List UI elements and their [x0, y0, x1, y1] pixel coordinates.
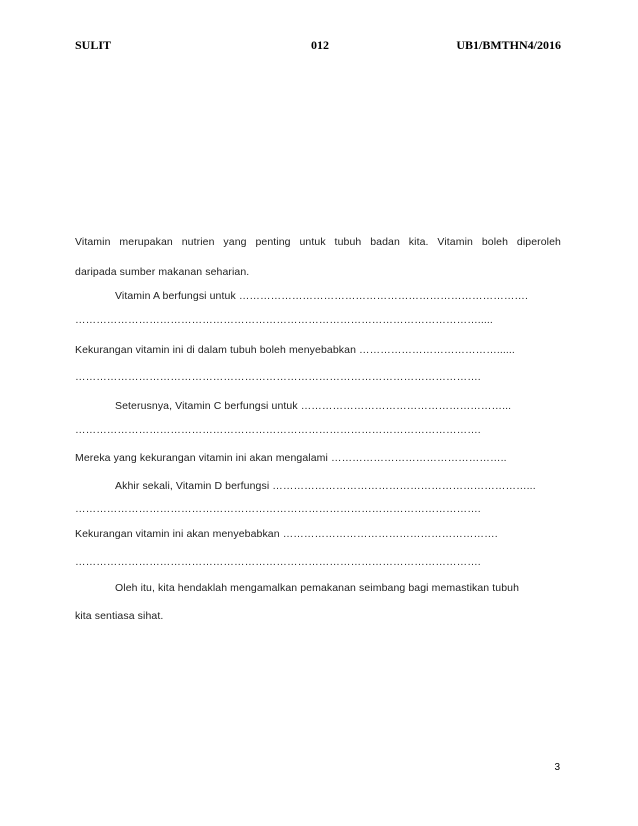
page-number: 3 — [554, 762, 560, 773]
dotted-blank-line: ……………………………………………………………………………………………………. — [75, 371, 481, 383]
text-line-vitamin-a-deficiency: Kekurangan vitamin ini di dalam tubuh boleh menyebabkan …………………………………...... — [75, 344, 515, 356]
header-code: 012 — [311, 38, 329, 52]
text-line-food-source: daripada sumber makanan seharian. — [75, 266, 250, 278]
text-line-vitamin-intro: Vitamin merupakan nutrien yang penting untuk tubuh badan kita. Vitamin boleh diperoleh — [75, 236, 561, 248]
text-line-conclusion-end: kita sentiasa sihat. — [75, 610, 164, 622]
text-line-vitamin-a: Vitamin A berfungsi untuk ………………………………………………………………………. — [115, 290, 529, 302]
dotted-blank-line: ……………………………………………………………………………………………………..... — [75, 314, 493, 326]
dotted-blank-line: ……………………………………………………………………………………………………. — [75, 424, 481, 436]
text-line-vitamin-c: Seterusnya, Vitamin C berfungsi untuk …………………………………………………... — [115, 400, 512, 412]
text-line-vitamin-c-deficiency: Mereka yang kekurangan vitamin ini akan mengalami ………………………………………….. — [75, 452, 507, 464]
text-line-vitamin-d-deficiency: Kekurangan vitamin ini akan menyebabkan ……………………………………………………. — [75, 528, 498, 540]
page-header — [75, 38, 561, 56]
header-reference: UB1/BMTHN4/2016 — [456, 38, 561, 52]
text-line-vitamin-d: Akhir sekali, Vitamin D berfungsi ………………………………………………………………... — [115, 480, 536, 492]
dotted-blank-line: ……………………………………………………………………………………………………. — [75, 556, 481, 568]
header-classification: SULIT — [75, 38, 112, 52]
text-line-conclusion: Oleh itu, kita hendaklah mengamalkan pemakanan seimbang bagi memastikan tubuh — [115, 582, 520, 594]
dotted-blank-line: ……………………………………………………………………………………………………. — [75, 503, 481, 515]
